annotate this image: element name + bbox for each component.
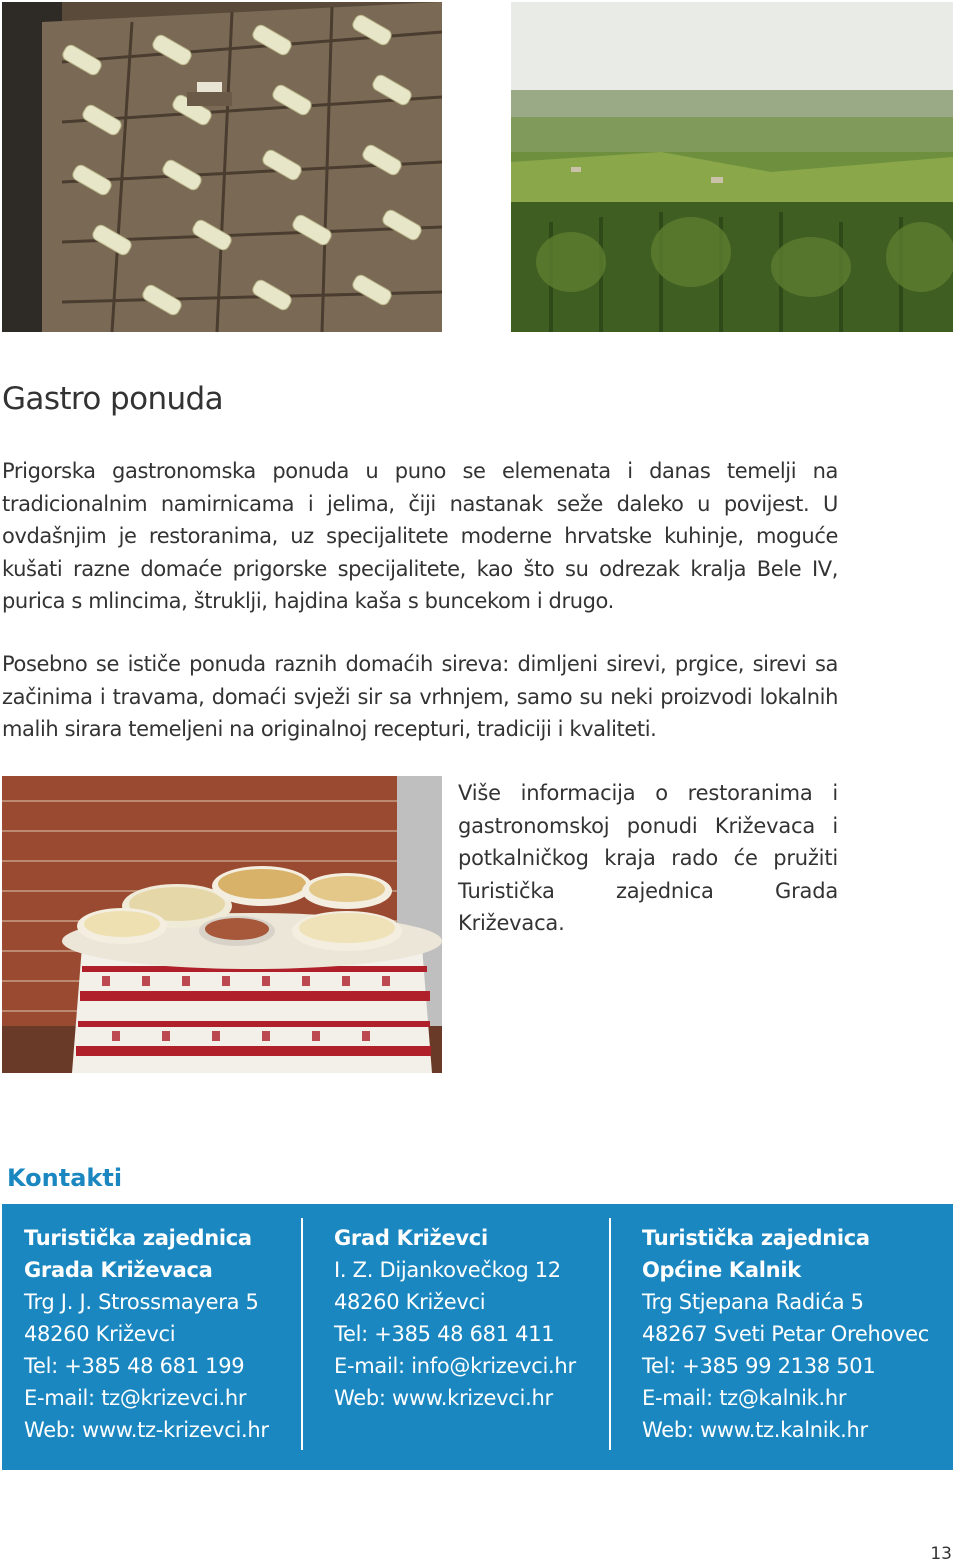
contact-phone: Tel: +385 99 2138 501 [642, 1354, 876, 1378]
food-table-photo [2, 776, 442, 1073]
contact-email-link[interactable]: E-mail: tz@krizevci.hr [24, 1386, 247, 1410]
contact-web-link[interactable]: Web: www.tz.kalnik.hr [642, 1418, 868, 1442]
contact-address: Trg Stjepana Radića 5 [642, 1290, 864, 1314]
section-title: Gastro ponuda [2, 381, 224, 417]
contact-address: I. Z. Dijankovečkog 12 [334, 1258, 561, 1282]
contact-postal: 48260 Križevci [24, 1322, 176, 1346]
vineyard-landscape-photo [511, 2, 953, 332]
contact-name: Turistička zajednica [24, 1226, 252, 1250]
contact-tz-krizevci [24, 1222, 269, 1446]
contacts-box [2, 1204, 953, 1470]
contact-name: Grad Križevci [334, 1226, 488, 1250]
intro-paragraph: Prigorska gastronomska ponuda u puno se elemenata i danas temelji na tradicionalnim namirnicama i jelima, čiji nastanak seže daleko u povijest. U ovdašnjim je restoranima, uz specijalitete moderne hrvatske kuhinje, moguće kušati razne domaće prigorske specijalitete, kao što su odrezak kralja Bele IV, purica s mlincima, štruklji, hajdina kaša s buncekom i drugo. [2, 459, 838, 613]
contacts-heading: Kontakti [7, 1164, 123, 1192]
contact-phone: Tel: +385 48 681 199 [24, 1354, 245, 1378]
contact-name: Turistička zajednica [642, 1226, 870, 1250]
contact-email-link[interactable]: E-mail: tz@kalnik.hr [642, 1386, 847, 1410]
contact-postal: 48260 Križevci [334, 1290, 486, 1314]
wine-bottles-photo [2, 2, 442, 332]
contact-tz-kalnik [642, 1222, 929, 1446]
column-divider [609, 1218, 611, 1450]
contact-address: Trg J. J. Strossmayera 5 [24, 1290, 259, 1314]
contact-email-link[interactable]: E-mail: info@krizevci.hr [334, 1354, 576, 1378]
page-number: 13 [930, 1544, 952, 1564]
column-divider [301, 1218, 303, 1450]
contact-web-link[interactable]: Web: www.krizevci.hr [334, 1386, 553, 1410]
contact-postal: 48267 Sveti Petar Orehovec [642, 1322, 930, 1346]
contact-grad-krizevci [334, 1222, 576, 1414]
contact-phone: Tel: +385 48 681 411 [334, 1322, 555, 1346]
contact-name: Općine Kalnik [642, 1258, 801, 1282]
contact-web-link[interactable]: Web: www.tz-krizevci.hr [24, 1418, 269, 1442]
more-info-paragraph: Više informacija o restoranima i gastronomskoj ponudi Križevaca i potkalničkog kraja rado će pružiti Turistička zajednica Grada Križevaca. [458, 781, 838, 935]
cheese-paragraph: Posebno se ističe ponuda raznih domaćih sireva: dimljeni sirevi, prgice, sirevi sa začinima i travama, domaći svježi sir sa vrhnjem, samo su neki proizvodi lokalnih malih sirara temeljeni na originalnoj recepturi, tradiciji i kvaliteti. [2, 652, 838, 741]
contact-name: Grada Križevaca [24, 1258, 213, 1282]
